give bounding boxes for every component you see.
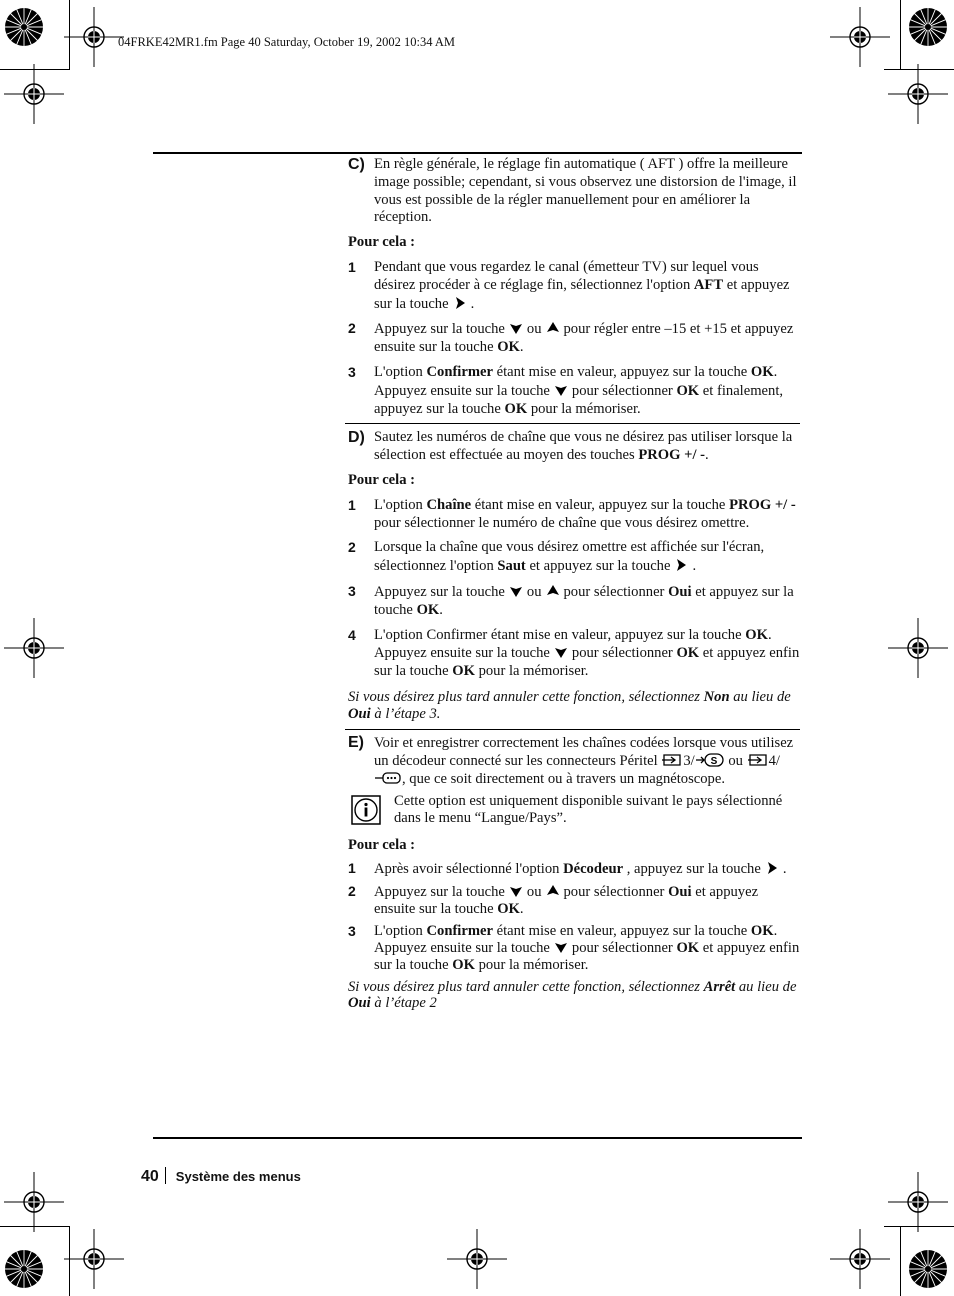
intro-text: . [705, 447, 709, 464]
section-c [348, 156, 800, 227]
step-text: Lorsque la chaîne que vous désirez omettre est affichée sur l'écran, sélectionnez l'option [374, 539, 765, 575]
step-bold: Confirmer [426, 363, 493, 380]
step-bold: PROG +/ - [729, 496, 796, 513]
step-text: . Appuyez ensuite sur la touche [374, 922, 778, 957]
step-item [348, 923, 800, 974]
info-text: Cette option est uniquement disponible suivant le pays sélectionné dans le menu “Langue/Pays”. [394, 793, 783, 826]
step-text: pour la mémoriser. [474, 663, 589, 680]
step-bold: OK [497, 900, 520, 917]
note-text [348, 689, 800, 724]
step-item [348, 364, 800, 418]
step-text: pour sélectionner le numéro de chaîne que vous désirez omettre. [374, 514, 750, 531]
step-bold: OK [676, 645, 700, 662]
top-rule [153, 152, 802, 154]
step-text: et finalement, appuyez sur la touche [374, 382, 784, 417]
step-number: 1 [348, 860, 356, 877]
step-text: et appuyez sur la touche [525, 558, 671, 575]
step-text: . [782, 861, 787, 878]
pour-cela-heading: Pour cela : [348, 837, 416, 854]
step-text: ou [526, 883, 542, 900]
scart-icon [747, 752, 769, 768]
step-bold: OK [676, 940, 700, 957]
down-arrow-icon [553, 382, 569, 398]
page-footer [141, 1167, 301, 1186]
step-bold: OK [497, 339, 520, 356]
registration-mark-icon [888, 64, 948, 124]
down-arrow-icon [508, 883, 524, 899]
note-bold: Arrêt [703, 978, 736, 995]
page-number: 40 [141, 1168, 159, 1185]
down-arrow-icon [508, 320, 524, 336]
crop-mark [900, 1226, 901, 1296]
step-text: pour la mémoriser. [527, 400, 641, 417]
step-number: 3 [348, 582, 356, 599]
step-text: L'option [374, 363, 427, 380]
section-intro: En règle générale, le réglage fin automatique ( AFT ) offre la meilleure image possible; cependant, si vous observez une distorsion de l'image, il vous est possible de la régler manuellement pour en améliorer la réception. [374, 156, 797, 226]
registration-mark-icon [4, 618, 64, 678]
info-icon [351, 795, 381, 825]
step-text: Appuyez sur la touche [374, 321, 505, 338]
step-bold: AFT [693, 276, 724, 293]
step-text: pour la mémoriser. [474, 957, 589, 974]
scart-icon [661, 752, 683, 768]
step-text: . [470, 295, 475, 312]
note-text [348, 979, 800, 1012]
registration-mark-icon [888, 618, 948, 678]
step-text: . [519, 900, 524, 917]
step-text: L'option [374, 922, 427, 939]
step-text: Après avoir sélectionné l'option [374, 861, 564, 878]
note-bold: Oui [348, 706, 371, 723]
step-text: étant mise en valeur, appuyez sur la touche [492, 363, 751, 380]
step-bold: Décodeur [563, 861, 624, 878]
section-d [348, 429, 800, 465]
step-number: 2 [348, 320, 356, 337]
step-bold: Confirmer [426, 922, 493, 939]
section-label: E) [348, 733, 364, 751]
step-bold: Saut [497, 558, 526, 575]
step-text: . Appuyez ensuite sur la touche [374, 626, 772, 662]
step-item [348, 883, 800, 918]
note-part: à l’étape 2 [370, 995, 437, 1012]
registration-mark-icon [888, 1172, 948, 1232]
up-arrow-icon [545, 320, 561, 336]
step-text: et appuyez sur la touche [374, 583, 794, 618]
note-bold: Oui [348, 995, 371, 1012]
intro-text: Voir et enregistrer correctement les chaînes codées lorsque vous utilisez un décodeur connecté sur les connecteurs Péritel [374, 734, 794, 769]
registration-mark-icon [64, 7, 124, 67]
step-bold: OK [416, 601, 440, 618]
down-arrow-icon [553, 644, 569, 660]
step-bold: OK [676, 382, 700, 399]
scart-s-icon [695, 752, 725, 768]
step-number: 2 [348, 882, 356, 899]
registration-mark-icon [4, 64, 64, 124]
bottom-rule [153, 1137, 802, 1139]
intro-text: Sautez les numéros de chaîne que vous ne désirez pas utiliser lorsque la sélection est effectuée au moyen des touches [374, 429, 793, 464]
step-bold: OK [750, 922, 774, 939]
starburst-mark-icon [908, 1249, 948, 1289]
intro-text: 3/ [683, 752, 695, 769]
step-item [348, 497, 800, 533]
pour-cela-heading: Pour cela : [348, 234, 416, 251]
pour-cela-heading: Pour cela : [348, 471, 416, 488]
step-text: et appuyez enfin sur la touche [374, 645, 800, 680]
step-text: Appuyez sur la touche [374, 583, 505, 600]
registration-mark-icon [64, 1229, 124, 1289]
step-text: pour sélectionner [563, 883, 669, 900]
footer-divider [165, 1167, 166, 1184]
step-item [348, 259, 800, 313]
note-part: Si vous désirez plus tard annuler cette fonction, sélectionnez [348, 688, 704, 705]
section-divider [345, 729, 800, 730]
intro-text: 4/ [768, 752, 780, 769]
step-number: 2 [348, 539, 356, 556]
step-text: pour sélectionner [563, 583, 669, 600]
step-text: . [519, 339, 524, 356]
step-bold: OK [750, 363, 774, 380]
step-text: L'option [374, 496, 427, 513]
info-note [348, 793, 800, 827]
section-e [348, 735, 800, 787]
step-text: et appuyez ensuite sur la touche [374, 883, 759, 917]
step-text: pour sélectionner [571, 940, 677, 957]
content-column [348, 156, 800, 1012]
step-text: , appuyez sur la touche [623, 861, 761, 878]
footer-title: Système des menus [175, 1169, 301, 1184]
step-text: . [692, 558, 697, 575]
step-item [348, 583, 800, 620]
step-text: Pendant que vous regardez le canal (émetteur TV) sur lequel vous désirez procéder à ce réglage fin, sélectionnez l'option [374, 258, 759, 293]
step-text: . Appuyez ensuite sur la touche [374, 363, 778, 399]
step-text: et appuyez sur la touche [374, 276, 790, 312]
step-item [348, 320, 800, 357]
step-text: étant mise en valeur, appuyez sur la touche [471, 496, 730, 513]
crop-mark [900, 0, 901, 70]
step-text: L'option Confirmer étant mise en valeur, appuyez sur la touche [374, 626, 746, 643]
step-number: 3 [348, 363, 356, 380]
file-info-header: 04FRKE42MR1.fm Page 40 Saturday, October 19, 2002 10:34 AM [118, 35, 456, 49]
s-label: S [710, 755, 718, 767]
note-part: Si vous désirez plus tard annuler cette fonction, sélectionnez [348, 978, 704, 995]
section-label: C) [348, 156, 365, 173]
intro-bold: PROG +/ - [638, 447, 706, 464]
step-text: pour régler entre –15 et +15 et appuyez ensuite sur la touche [374, 321, 794, 356]
step-bold: OK [504, 400, 528, 417]
intro-text: ou [724, 752, 747, 769]
note-part: au lieu de [735, 978, 797, 995]
registration-mark-icon [830, 7, 890, 67]
step-bold: OK [452, 663, 475, 680]
down-arrow-icon [553, 939, 569, 955]
step-text: pour sélectionner [571, 645, 677, 662]
step-item [348, 539, 800, 576]
registration-mark-icon [4, 1172, 64, 1232]
up-arrow-icon [545, 583, 561, 599]
step-bold: OK [452, 957, 475, 974]
step-bold: Oui [668, 583, 692, 600]
step-text: . [439, 601, 443, 618]
registration-mark-icon [830, 1229, 890, 1289]
registration-mark-icon [447, 1229, 507, 1289]
note-part: au lieu de [729, 688, 791, 705]
starburst-mark-icon [4, 1249, 44, 1289]
note-bold: Non [703, 688, 730, 705]
section-label: D) [348, 429, 365, 447]
step-text: ou [526, 321, 542, 338]
step-number: 1 [348, 496, 356, 513]
section-intro [374, 429, 800, 465]
step-bold: Chaîne [426, 496, 472, 513]
intro-text: , que ce soit directement ou à travers un magnétoscope. [402, 770, 725, 787]
step-text: et appuyez enfin sur la touche [374, 940, 800, 974]
step-text: pour sélectionner [571, 382, 677, 399]
up-arrow-icon [545, 883, 561, 899]
down-arrow-icon [508, 583, 524, 599]
step-number: 3 [348, 922, 356, 939]
step-text: étant mise en valeur, appuyez sur la touche [492, 922, 751, 939]
right-arrow-icon [673, 557, 689, 573]
rgb-scart-icon [374, 770, 402, 786]
step-item [348, 860, 800, 878]
section-intro [374, 735, 800, 787]
step-text: Appuyez sur la touche [374, 883, 505, 900]
step-bold: OK [745, 626, 768, 643]
right-arrow-icon [764, 860, 780, 876]
step-number: 1 [348, 258, 356, 275]
step-number: 4 [348, 626, 356, 643]
section-divider [345, 423, 800, 424]
note-part: à l’étape 3. [370, 706, 441, 723]
right-arrow-icon [452, 295, 468, 311]
step-bold: Oui [668, 883, 692, 900]
step-text: ou [526, 583, 542, 600]
step-item [348, 627, 800, 681]
starburst-mark-icon [4, 7, 44, 47]
starburst-mark-icon [908, 7, 948, 47]
